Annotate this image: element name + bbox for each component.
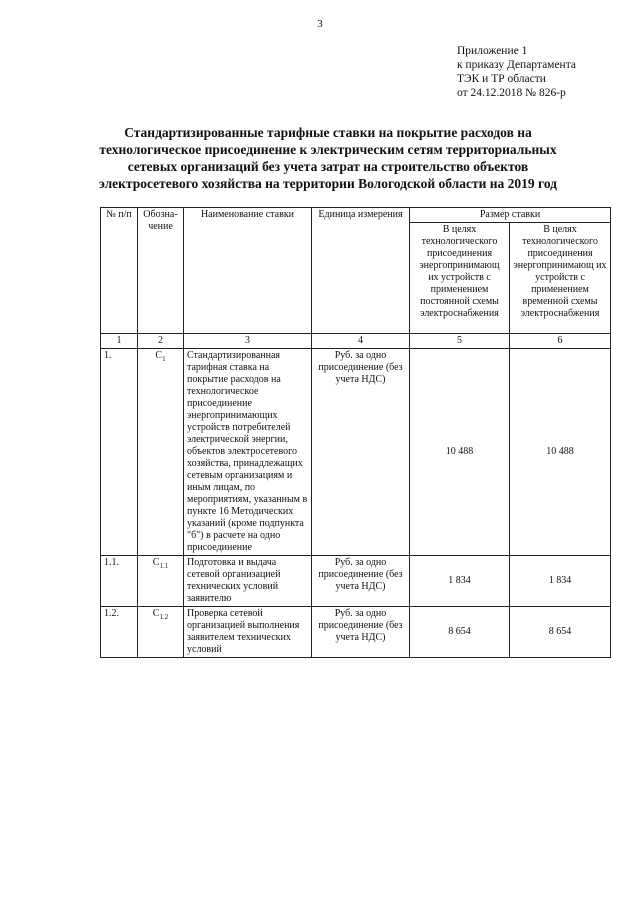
row-code: [138, 556, 184, 607]
row-name: Проверка сетевой организацией выполнения заявителем технических условий: [184, 607, 312, 658]
title-line: Стандартизированные тарифные ставки на покрытие расходов на: [124, 125, 532, 140]
row-num: 1.2.: [101, 607, 138, 658]
appendix-line: Приложение 1: [457, 45, 528, 57]
row-value-temporary: 8 654: [510, 607, 611, 658]
table-row: [101, 607, 611, 658]
row-code: [138, 349, 184, 556]
column-number-row: [101, 334, 611, 349]
row-unit: Руб. за одно присоединение (без учета НДС): [312, 349, 410, 556]
appendix-line: ТЭК и ТР области: [457, 73, 546, 85]
row-name: Стандартизированная тарифная ставка на покрытие расходов на технологическое присоединение энергопринимающих устройств потребителей электрической энергии, объектов электросетевого хозяйства, принадлежащих сетевым организациям и иным лицам, по мероприятиям, указанным в пункте 16 Методических указаний (кроме подпункта "б") в расчете на одно присоединение: [184, 349, 312, 556]
row-code-sub: 1: [162, 355, 166, 363]
column-number: 1: [101, 334, 138, 349]
title-line: технологическое присоединение к электрическим сетям территориальных: [99, 142, 557, 157]
row-code-letter: С: [155, 350, 163, 361]
appendix-block: [457, 44, 576, 100]
row-value-permanent: 8 654: [410, 607, 510, 658]
row-num: 1.: [101, 349, 138, 556]
header-col5: В целях технологического присоединения энергопринимающ их устройств с применением постоянной схемы электроснабжения: [410, 223, 510, 334]
header-col6: В целях технологического присоединения энергопринимающ их устройств с применением временной схемы электроснабжения: [510, 223, 611, 334]
column-number: 2: [138, 334, 184, 349]
appendix-line: от 24.12.2018 № 826-р: [457, 87, 566, 99]
title-line: сетевых организаций без учета затрат на строительство объектов: [127, 159, 529, 174]
header-name: Наименование ставки: [184, 208, 312, 334]
column-number: 5: [410, 334, 510, 349]
title-line: электросетевого хозяйства на территории Вологодской области на 2019 год: [98, 176, 558, 191]
row-code-letter: С: [152, 557, 160, 568]
row-value-temporary: 1 834: [510, 556, 611, 607]
header-size-group: Размер ставки: [410, 208, 611, 223]
row-code-letter: С: [152, 608, 160, 619]
appendix-line: к приказу Департамента: [457, 59, 576, 71]
row-name: Подготовка и выдача сетевой организацией технических условий заявителю: [184, 556, 312, 607]
page-number: 3: [317, 18, 323, 30]
header-num: № п/п: [101, 208, 138, 334]
table-header-row: [101, 208, 611, 223]
table-row: [101, 349, 611, 556]
row-unit: Руб. за одно присоединение (без учета НДС): [312, 607, 410, 658]
row-value-permanent: 1 834: [410, 556, 510, 607]
row-code-sub: 1.2: [159, 613, 169, 621]
tariff-table: [100, 207, 611, 658]
row-code: [138, 607, 184, 658]
row-unit: Руб. за одно присоединение (без учета НДС): [312, 556, 410, 607]
column-number: 3: [184, 334, 312, 349]
row-value-permanent: 10 488: [410, 349, 510, 556]
document-title: [40, 124, 616, 192]
table-row: [101, 556, 611, 607]
column-number: 4: [312, 334, 410, 349]
header-unit: Единица измерения: [312, 208, 410, 334]
row-num: 1.1.: [101, 556, 138, 607]
header-designation: Обозна-чение: [138, 208, 184, 334]
row-value-temporary: 10 488: [510, 349, 611, 556]
row-code-sub: 1.1: [159, 562, 169, 570]
column-number: 6: [510, 334, 611, 349]
